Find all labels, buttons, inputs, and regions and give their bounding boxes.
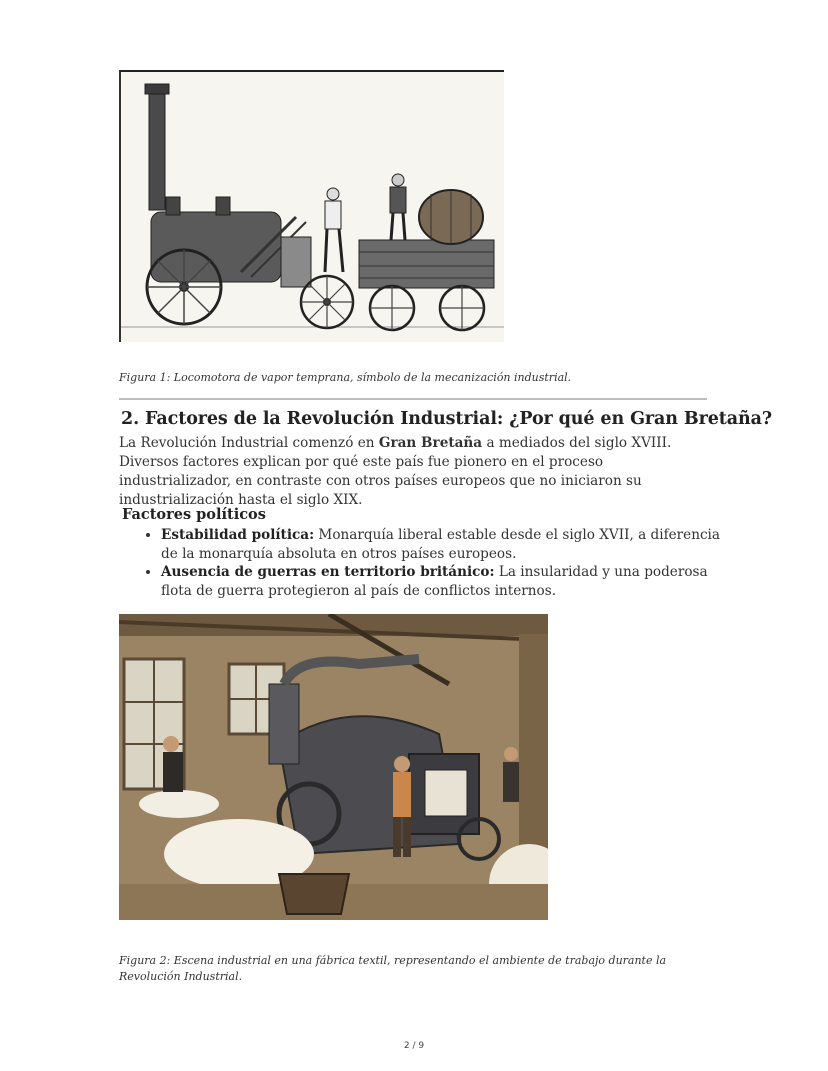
list-item-term: Ausencia de guerras en territorio británico: — [161, 564, 495, 580]
list-item-text: Monarquía liberal estable desde el siglo XVII, a diferencia de la monarquía absoluta en otros países europeos. — [161, 527, 721, 562]
intro-paragraph — [119, 434, 719, 510]
textile-factory-illustration — [119, 614, 548, 920]
subheading-political-factors: Factores políticos — [122, 506, 266, 523]
list-item-term: Estabilidad política: — [161, 527, 315, 543]
section-heading: 2. Factores de la Revolución Industrial: ¿Por qué en Gran Bretaña? — [121, 409, 772, 429]
intro-text-start: La Revolución Industrial comenzó en — [119, 435, 379, 451]
list-item — [161, 526, 736, 563]
political-factors-list — [141, 526, 736, 600]
page-number: 2 / 9 — [403, 1041, 425, 1051]
figure-2-caption: Figura 2: Escena industrial en una fábrica textil, representando el ambiente de trabajo durante la Revolución Industrial. — [119, 954, 667, 983]
list-item-text: La insularidad y una poderosa flota de guerra protegieron al país de conflictos internos. — [161, 564, 708, 599]
intro-text-end: a mediados del siglo XVIII. Diversos factores explican por qué este país fue pionero en el proceso industrializador, en contraste con otros países europeos que no iniciaron su industrialización hasta el siglo XIX. — [119, 435, 672, 508]
figure-1-caption: Figura 1: Locomotora de vapor temprana, símbolo de la mecanización industrial. — [119, 371, 572, 384]
section-divider — [119, 398, 707, 400]
intro-bold-term: Gran Bretaña — [378, 435, 483, 451]
list-item — [161, 563, 736, 600]
locomotive-illustration — [119, 70, 504, 342]
